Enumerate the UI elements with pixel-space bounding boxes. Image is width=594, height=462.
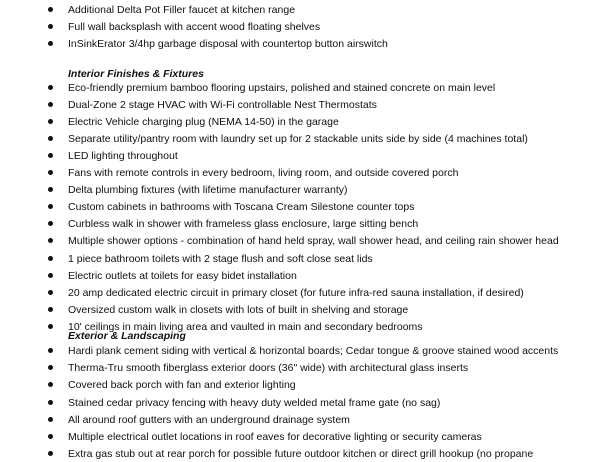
- interior-item: [48, 233, 594, 249]
- interior-item: [48, 97, 594, 113]
- exterior-item: [48, 360, 594, 376]
- interior-item: [48, 285, 594, 301]
- interior-item: [48, 182, 594, 198]
- exterior-item-text: Hardi plank cement siding with vertical & horizontal boards; Cedar tongue & groove stained wood accents: [68, 345, 559, 357]
- exterior-item-text: Covered back porch with fan and exterior lighting: [68, 379, 296, 392]
- interior-item-text: Delta plumbing fixtures (with lifetime manufacturer warranty): [68, 184, 348, 197]
- interior-item-text: 1 piece bathroom toilets with 2 stage flush and soft close seat lids: [68, 252, 373, 265]
- kitchen-item-text: InSinkErator 3/4hp garbage disposal with countertop button airswitch: [68, 38, 388, 50]
- exterior-item: [48, 412, 594, 428]
- bullet-dot-icon: [48, 187, 53, 192]
- interior-item: [48, 148, 594, 164]
- bullet-dot-icon: [48, 307, 53, 312]
- exterior-item: [48, 429, 594, 445]
- exterior-item: [48, 395, 594, 411]
- bullet-dot-icon: [48, 85, 53, 90]
- interior-item: [48, 251, 594, 267]
- interior-item-text: Fans with remote controls in every bedroom, living room, and outside covered porch: [68, 167, 459, 180]
- section-heading-interior: Interior Finishes & Fixtures: [68, 68, 204, 80]
- exterior-item: [48, 377, 594, 393]
- interior-item: [48, 114, 594, 130]
- interior-item-text: Curbless walk in shower with frameless glass enclosure, large sitting bench: [68, 218, 419, 231]
- interior-item-text: Electric outlets at toilets for easy bidet installation: [68, 269, 297, 282]
- bullet-dot-icon: [48, 417, 53, 422]
- exterior-item-text: Stained cedar privacy fencing with heavy duty welded metal frame gate (no sag): [68, 396, 441, 409]
- interior-item-text: Custom cabinets in bathrooms with Toscana Cream Silestone counter tops: [68, 201, 415, 214]
- interior-item: [48, 216, 594, 232]
- interior-item: [48, 268, 594, 284]
- kitchen-item-text: Additional Delta Pot Filler faucet at kitchen range: [68, 4, 296, 16]
- bullet-dot-icon: [48, 451, 53, 456]
- kitchen-item-text: Full wall backsplash with accent wood floating shelves: [68, 21, 321, 33]
- bullet-dot-icon: [48, 348, 53, 353]
- interior-item-text: 10' ceilings in main living area and vaulted in main and secondary bedrooms: [68, 320, 423, 333]
- bullet-dot-icon: [48, 365, 53, 370]
- bullet-dot-icon: [48, 7, 53, 12]
- interior-item: [48, 131, 594, 147]
- bullet-dot-icon: [48, 290, 53, 295]
- exterior-item-text: Therma-Tru smooth fiberglass exterior doors (36" wide) with architectural glass inserts: [68, 362, 469, 375]
- interior-item: [48, 165, 594, 181]
- bullet-dot-icon: [48, 136, 53, 141]
- bullet-dot-icon: [48, 382, 53, 387]
- interior-item: [48, 80, 594, 96]
- interior-item-text: Multiple shower options - combination of hand held spray, wall shower head, and ceiling rain shower head: [68, 235, 559, 248]
- exterior-item-text: All around roof gutters with an underground drainage system: [68, 413, 350, 426]
- exterior-item-text: Multiple electrical outlet locations in roof eaves for decorative lighting or security cameras: [68, 431, 482, 443]
- bullet-dot-icon: [48, 170, 53, 175]
- bullet-dot-icon: [48, 273, 53, 278]
- interior-item: [48, 302, 594, 318]
- interior-item-text: Oversized custom walk in closets with lots of built in shelving and storage: [68, 303, 409, 316]
- interior-item-text: Eco-friendly premium bamboo flooring upstairs, polished and stained concrete on main level: [68, 82, 496, 94]
- kitchen-item: [48, 19, 594, 35]
- bullet-dot-icon: [48, 153, 53, 158]
- interior-item-text: LED lighting throughout: [68, 150, 178, 163]
- bullet-dot-icon: [48, 400, 53, 405]
- exterior-item: [48, 343, 594, 359]
- exterior-item-text: Extra gas stub out at rear porch for possible future outdoor kitchen or direct grill hookup (no propane: [68, 448, 534, 461]
- bullet-dot-icon: [48, 221, 53, 226]
- section-heading-exterior: Exterior & Landscaping: [68, 330, 186, 342]
- bullet-dot-icon: [48, 324, 53, 329]
- exterior-item: [48, 446, 594, 462]
- bullet-dot-icon: [48, 434, 53, 439]
- interior-item-text: 20 amp dedicated electric circuit in primary closet (for future infra-red sauna installation, if desired): [68, 286, 524, 299]
- bullet-dot-icon: [48, 41, 53, 46]
- interior-item-text: Dual-Zone 2 stage HVAC with Wi-Fi controllable Nest Thermostats: [68, 99, 377, 112]
- kitchen-item: [48, 2, 594, 18]
- bullet-dot-icon: [48, 119, 53, 124]
- interior-item-text: Separate utility/pantry room with laundry set up for 2 stackable units side by side (4 machines total): [68, 133, 528, 146]
- interior-item-text: Electric Vehicle charging plug (NEMA 14-50) in the garage: [68, 116, 339, 129]
- bullet-dot-icon: [48, 238, 53, 243]
- kitchen-item: [48, 36, 594, 52]
- bullet-dot-icon: [48, 204, 53, 209]
- bullet-dot-icon: [48, 102, 53, 107]
- bullet-dot-icon: [48, 256, 53, 261]
- interior-item: [48, 199, 594, 215]
- bullet-dot-icon: [48, 24, 53, 29]
